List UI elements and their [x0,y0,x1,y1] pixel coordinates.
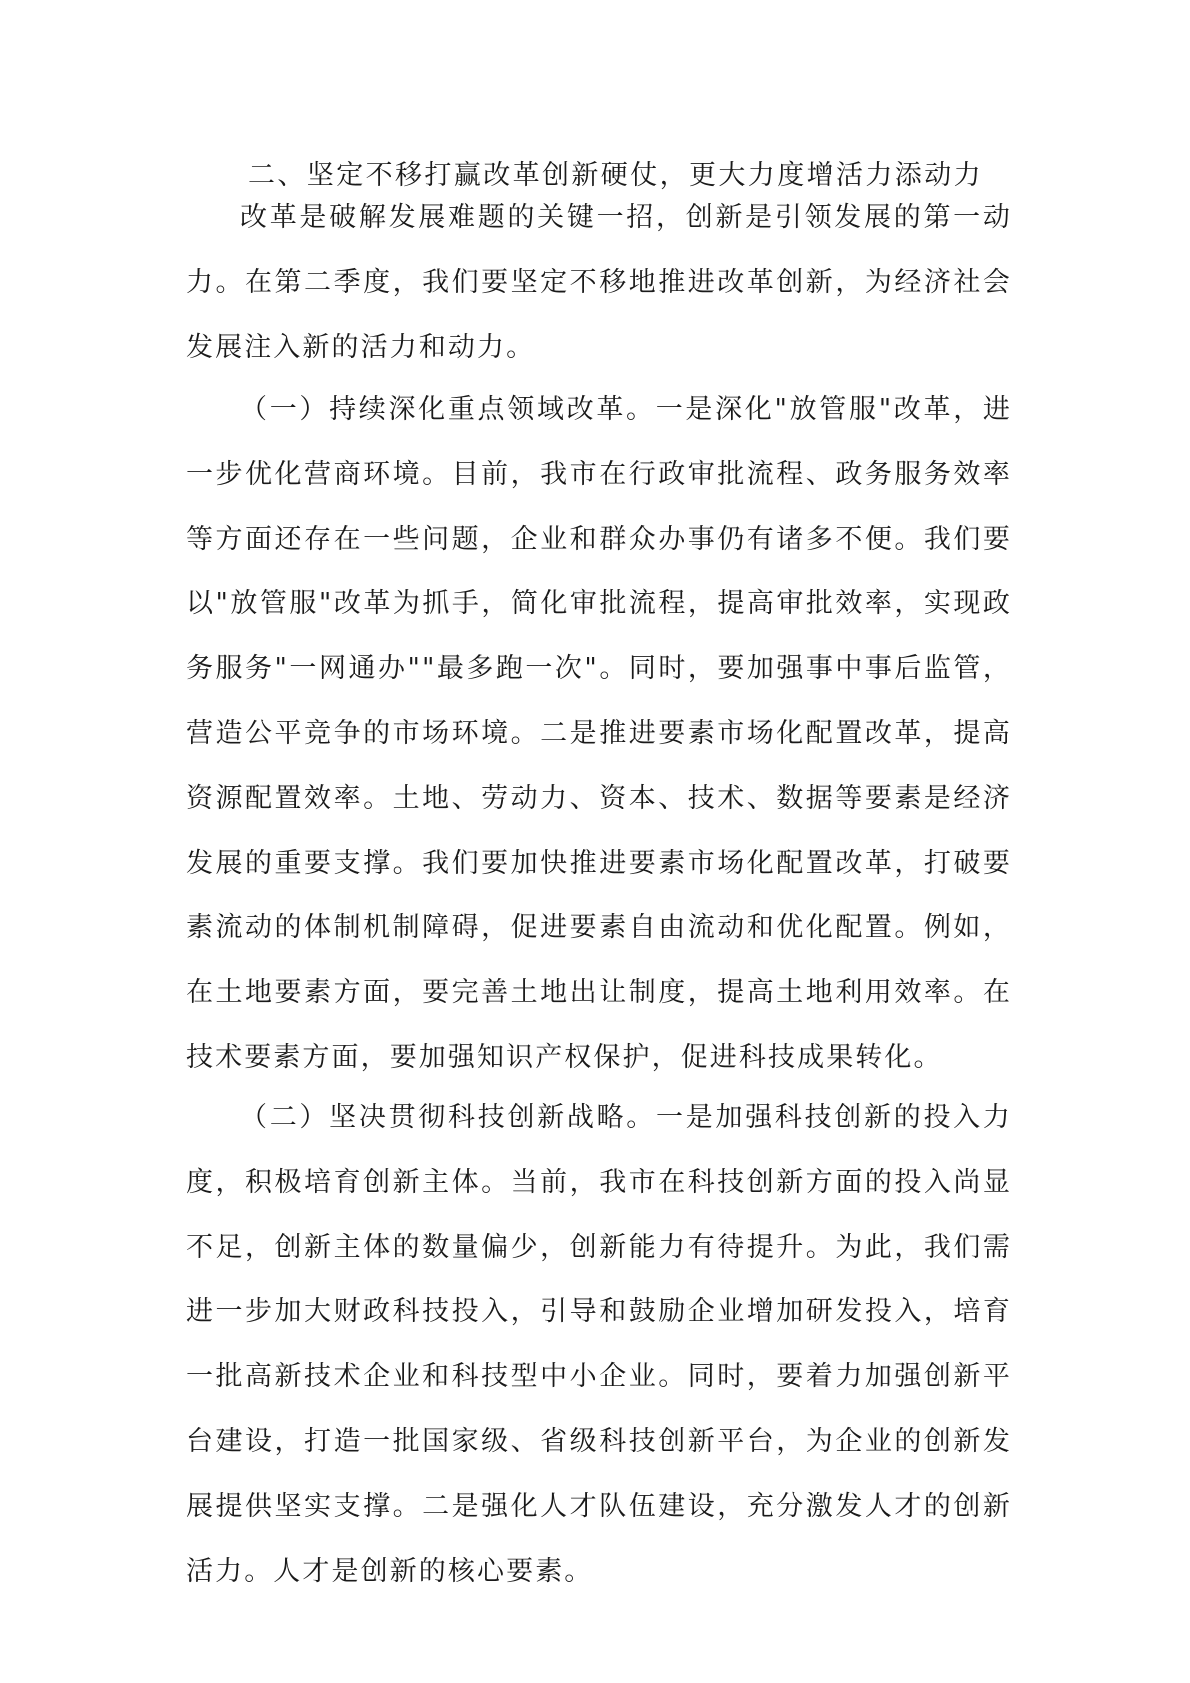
paragraph-intro: 改革是破解发展难题的关键一招，创新是引领发展的第一动力。在第二季度，我们要坚定不移地推进改革创新，为经济社会发展注入新的活力和动力。 [186,202,1012,363]
paragraph-reform: （一）持续深化重点领域改革。一是深化"放管服"改革，进一步优化营商环境。目前，我市在行政审批流程、政务服务效率等方面还存在一些问题，企业和群众办事仍有诸多不便。我们要以"放管服"改革为抓手，简化审批流程，提高审批效率，实现政务服务"一网通办""最多跑一次"。同时，要加强事中事后监管，营造公平竞争的市场环境。二是推进要素市场化配置改革，提高资源配置效率。土地、劳动力、资本、技术、数据等要素是经济发展的重要支撑。我们要加快推进要素市场化配置改革，打破要素流动的体制机制障碍，促进要素自由流动和优化配置。例如，在土地要素方面，要完善土地出让制度，提高土地利用效率。在技术要素方面，要加强知识产权保护，促进科技成果转化。 [186,394,1012,1073]
section-heading: 二、坚定不移打赢改革创新硬仗，更大力度增活力添动力 [248,160,983,191]
paragraph-innovation: （二）坚决贯彻科技创新战略。一是加强科技创新的投入力度，积极培育创新主体。当前，我市在科技创新方面的投入尚显不足，创新主体的数量偏少，创新能力有待提升。为此，我们需进一步加大财政科技投入，引导和鼓励企业增加研发投入，培育一批高新技术企业和科技型中小企业。同时，要着力加强创新平台建设，打造一批国家级、省级科技创新平台，为企业的创新发展提供坚实支撑。二是强化人才队伍建设，充分激发人才的创新活力。人才是创新的核心要素。 [186,1102,1012,1587]
